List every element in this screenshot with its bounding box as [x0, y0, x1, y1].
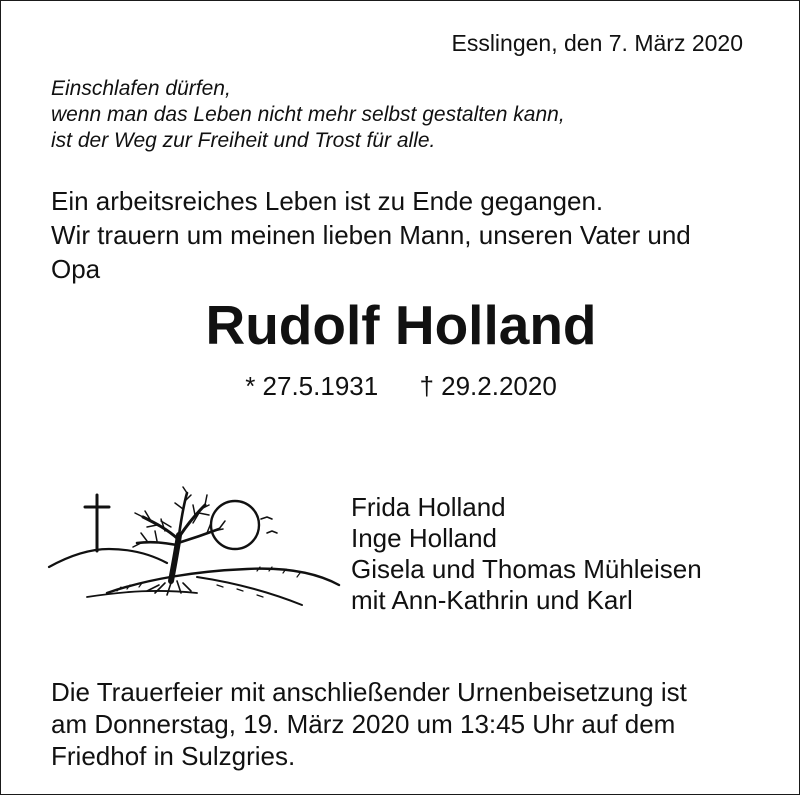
mourner-name: Inge Holland — [351, 523, 497, 553]
life-dates — [1, 369, 800, 403]
death-date: † 29.2.2020 — [419, 371, 557, 401]
poem — [51, 76, 565, 154]
birth-date: * 27.5.1931 — [245, 371, 379, 401]
poem-line: Einschlafen dürfen, — [51, 77, 231, 100]
service-line: Friedhof in Sulzgries. — [51, 741, 296, 771]
funeral-service-info — [51, 676, 687, 772]
deceased-name: Rudolf Holland — [205, 294, 597, 356]
poem-line: ist der Weg zur Freiheit und Trost für alle. — [51, 129, 436, 152]
mourner-name: Gisela und Thomas Mühleisen — [351, 554, 702, 584]
poem-line: wenn man das Leben nicht mehr selbst gestalten kann, — [51, 103, 565, 126]
service-line: am Donnerstag, 19. März 2020 um 13:45 Uhr auf dem — [51, 709, 676, 739]
mourners-list — [351, 492, 702, 616]
intro-line: Ein arbeitsreiches Leben ist zu Ende gegangen. — [51, 186, 604, 216]
mourner-name: mit Ann-Kathrin und Karl — [351, 585, 633, 615]
mourner-name: Frida Holland — [351, 492, 506, 522]
service-line: Die Trauerfeier mit anschließender Urnenbeisetzung ist — [51, 677, 687, 707]
intro-line: Opa — [51, 254, 101, 284]
intro-text — [51, 184, 691, 286]
intro-line: Wir trauern um meinen lieben Mann, unseren Vater und — [51, 220, 691, 250]
place-date: Esslingen, den 7. März 2020 — [451, 30, 743, 56]
hill-cross-tree-sun-icon — [47, 485, 347, 620]
